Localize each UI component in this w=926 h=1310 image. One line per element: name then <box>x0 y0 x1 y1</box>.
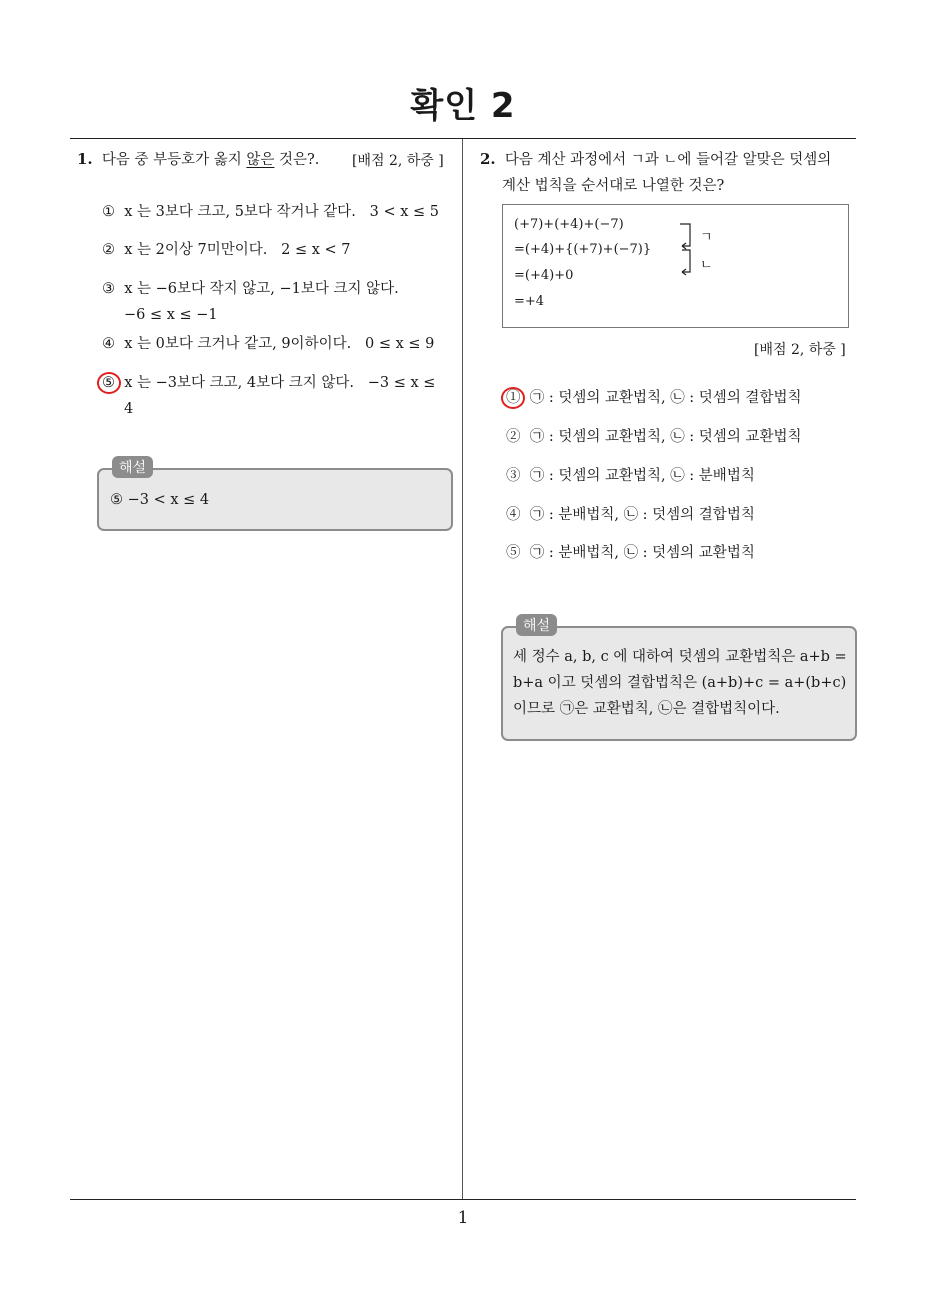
answer-mark-circle <box>97 372 121 394</box>
choice-text: ㉠ : 덧셈의 교환법칙, ㉡ : 덧셈의 결합법칙 <box>529 390 802 406</box>
choice-mark: ③ <box>102 281 115 297</box>
bottom-rule <box>70 1199 856 1200</box>
q1-choice-2[interactable] <box>102 241 351 259</box>
choice-mark: ④ <box>102 336 115 352</box>
q1-number: 1. <box>77 150 93 168</box>
q1-text-after: 것은?. <box>274 152 320 168</box>
bracket-label-giyeok: ㄱ <box>700 230 713 245</box>
q2-solution-line-3: 이므로 ㉠은 교환법칙, ㉡은 결합법칙이다. <box>513 701 780 717</box>
q1-choice-5-math-wrap: 4 <box>124 401 134 417</box>
q2-stem-line2: 계산 법칙을 순서대로 나열한 것은? <box>502 178 725 194</box>
q1-choice-3[interactable] <box>102 280 399 298</box>
choice-text: ㉠ : 분배법칙, ㉡ : 덧셈의 결합법칙 <box>529 507 755 523</box>
choice-text: x 는 −3보다 크고, 4보다 크지 않다. <box>124 375 354 391</box>
q1-solution-tag: 해설 <box>112 456 153 478</box>
choice-text: x 는 3보다 크고, 5보다 작거나 같다. <box>124 204 356 220</box>
choice-text: ㉠ : 분배법칙, ㉡ : 덧셈의 교환법칙 <box>529 545 755 561</box>
bracket-label-nieun: ㄴ <box>700 258 713 273</box>
q1-choice-3-math: −6 ≤ x ≤ −1 <box>124 307 218 323</box>
choice-mark: ④ <box>506 507 521 523</box>
q2-score: [배점 2, 하중 ] <box>754 342 846 358</box>
choice-math: 3 < x ≤ 5 <box>369 204 440 220</box>
q2-line1: 다음 계산 과정에서 ㄱ과 ㄴ에 들어갈 알맞은 덧셈의 <box>504 152 832 168</box>
choice-math: 2 ≤ x < 7 <box>281 242 351 258</box>
choice-text: ㉠ : 덧셈의 교환법칙, ㉡ : 덧셈의 교환법칙 <box>529 429 802 445</box>
calc-step-brackets <box>676 220 696 280</box>
choice-mark: ① <box>506 390 521 406</box>
choice-mark: ③ <box>506 468 521 484</box>
q2-choice-1[interactable] <box>506 389 801 407</box>
calc-line-3: =(+4)+0 <box>514 268 574 283</box>
calc-line-4: =+4 <box>514 294 545 309</box>
q2-solution-line-1: 세 정수 a, b, c 에 대하여 덧셈의 교환법칙은 a+b = <box>513 649 847 665</box>
choice-mark: ⑤ <box>102 375 115 391</box>
top-rule <box>70 138 856 139</box>
choice-mark: ① <box>102 204 115 220</box>
q2-choice-4[interactable] <box>506 506 755 524</box>
q1-stem <box>77 150 319 169</box>
calc-line-2: =(+4)+{(+7)+(−7)} <box>514 242 652 257</box>
q2-choice-5[interactable] <box>506 544 755 562</box>
q2-number: 2. <box>480 150 496 168</box>
choice-math: −3 ≤ x ≤ <box>367 375 436 391</box>
choice-text: x 는 2이상 7미만이다. <box>124 242 268 258</box>
q1-solution-text: ⑤ −3 < x ≤ 4 <box>110 492 210 508</box>
q2-solution-tag: 해설 <box>516 614 557 636</box>
q1-choice-1[interactable] <box>102 203 439 221</box>
q2-stem-line1 <box>480 150 831 169</box>
page-number: 1 <box>457 1208 469 1228</box>
page-title: 확인 2 <box>410 86 516 126</box>
column-divider <box>462 139 463 1199</box>
choice-math: 0 ≤ x ≤ 9 <box>365 336 435 352</box>
q1-score: [배점 2, 하중 ] <box>352 153 444 169</box>
choice-mark: ⑤ <box>506 545 521 561</box>
q1-choice-5[interactable] <box>102 374 435 392</box>
q2-choice-3[interactable] <box>506 467 755 485</box>
choice-mark: ② <box>506 429 521 445</box>
q2-choice-2[interactable] <box>506 428 801 446</box>
q1-choice-4[interactable] <box>102 335 434 353</box>
choice-text: x 는 −6보다 작지 않고, −1보다 크지 않다. <box>124 281 399 297</box>
choice-text: ㉠ : 덧셈의 교환법칙, ㉡ : 분배법칙 <box>529 468 755 484</box>
choice-mark: ② <box>102 242 115 258</box>
q1-text-underlined: 않은 <box>246 152 275 168</box>
calc-line-1: (+7)+(+4)+(−7) <box>514 217 624 232</box>
q2-solution-line-2: b+a 이고 덧셈의 결합법칙은 (a+b)+c = a+(b+c) <box>513 675 847 691</box>
q1-text-before: 다음 중 부등호가 옳지 <box>101 152 247 168</box>
choice-text: x 는 0보다 크거나 같고, 9이하이다. <box>124 336 352 352</box>
answer-mark-circle <box>501 387 525 409</box>
